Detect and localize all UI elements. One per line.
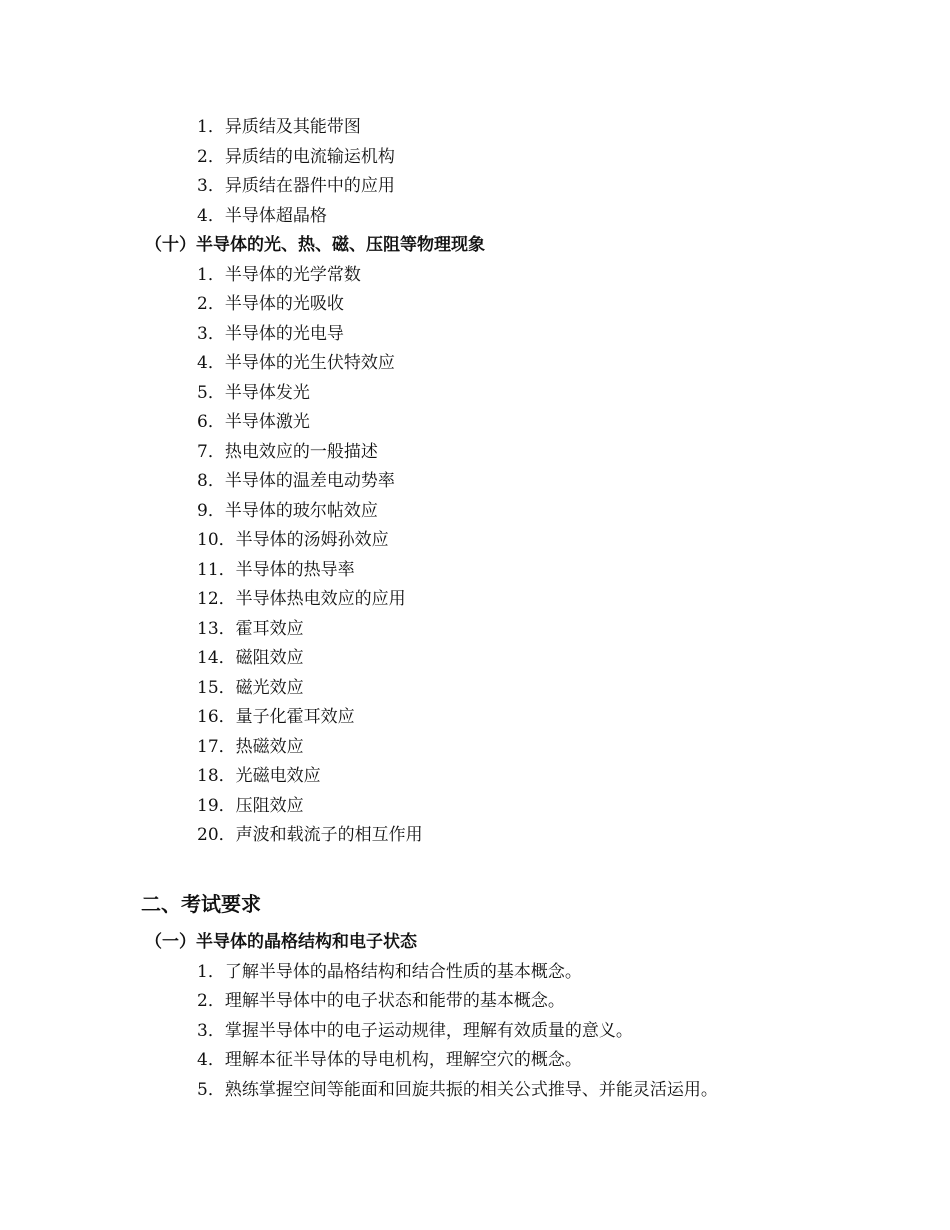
- exam-requirements-heading: 二、考试要求: [141, 892, 261, 916]
- list-item: 12．半导体热电效应的应用: [197, 589, 406, 609]
- list-item: 4．半导体的光生伏特效应: [197, 353, 395, 373]
- list-item: 5．熟练掌握空间等能面和回旋共振的相关公式推导、并能灵活运用。: [197, 1079, 718, 1100]
- section-ten-heading: （十）半导体的光、热、磁、压阻等物理现象: [145, 235, 485, 255]
- crystal-structure-heading: （一）半导体的晶格结构和电子状态: [145, 932, 417, 952]
- list-item: 1．半导体的光学常数: [197, 264, 361, 285]
- list-item: 8．半导体的温差电动势率: [197, 471, 395, 491]
- list-item: 2．半导体的光吸收: [197, 294, 344, 314]
- section-two-sub: [0, 928, 718, 1105]
- list-item: 5．半导体发光: [197, 382, 310, 403]
- list-item: 17．热磁效应: [197, 736, 304, 757]
- list-item: 13．霍耳效应: [197, 618, 304, 639]
- physics-phenomena-list: [0, 261, 485, 851]
- list-item: 3．掌握半导体中的电子运动规律，理解有效质量的意义。: [197, 1020, 633, 1041]
- list-item: 6．半导体激光: [197, 412, 310, 432]
- list-item: 4．理解本征半导体的导电机构，理解空穴的概念。: [197, 1050, 582, 1070]
- list-item: 11．半导体的热导率: [197, 559, 355, 580]
- list-item: 18．光磁电效应: [197, 766, 321, 786]
- list-item: 4．半导体超晶格: [197, 205, 327, 226]
- list-item: 2．异质结的电流输运机构: [197, 146, 395, 167]
- list-item: 14．磁阻效应: [197, 648, 304, 668]
- list-item: 3．异质结在器件中的应用: [197, 176, 395, 196]
- list-item: 7．热电效应的一般描述: [197, 441, 378, 462]
- section-ten: [0, 231, 485, 851]
- list-item: 15．磁光效应: [197, 677, 304, 698]
- list-item: 9．半导体的玻尔帖效应: [197, 500, 378, 521]
- list-item: 1．了解半导体的晶格结构和结合性质的基本概念。: [197, 961, 582, 982]
- list-item: 10．半导体的汤姆孙效应: [197, 530, 389, 550]
- list-item: 20．声波和载流子的相互作用: [197, 825, 423, 845]
- list-item: 16．量子化霍耳效应: [197, 707, 355, 727]
- heterojunction-list: [0, 113, 395, 231]
- requirements-list: [0, 958, 718, 1106]
- list-item: 19．压阻效应: [197, 795, 304, 816]
- list-item: 2．理解半导体中的电子状态和能带的基本概念。: [197, 991, 565, 1011]
- list-item: 3．半导体的光电导: [197, 323, 344, 344]
- list-item: 1．异质结及其能带图: [197, 117, 361, 137]
